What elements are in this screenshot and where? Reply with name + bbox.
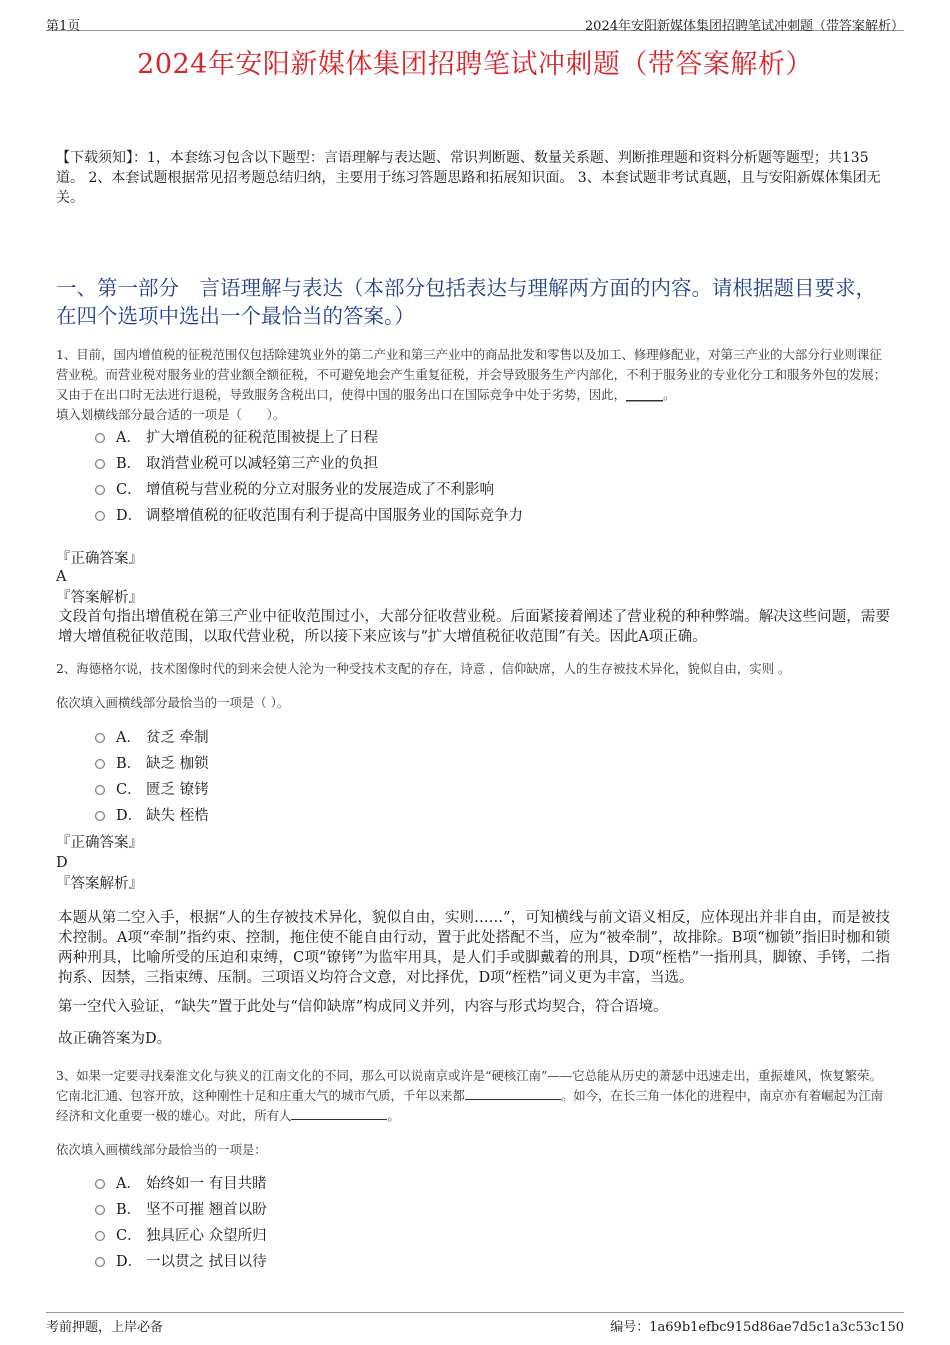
question-3-text: 3、如果一定要寻找秦淮文化与狭义的江南文化的不同，那么可以说南京或许是“硬核江南”——它总能从历史的萧瑟中迅速走出，重振雄风，恢复繁荣。它南北汇通、包容开放，这种刚性十足和庄重大气的城市气质，千年以来都 。如今，在长三角一体化的进程中，南京亦有着崛起为江南经济和文化重要一极的雄心。对此，所有人 。 [56, 1068, 884, 1123]
q3-option-d[interactable]: D． 一以贯之 拭目以待 [95, 1249, 267, 1275]
radio-icon[interactable] [95, 1257, 105, 1267]
radio-icon[interactable] [95, 485, 105, 495]
q1-correct-answer-label: 『正确答案』 [56, 551, 143, 567]
q1-option-a[interactable]: A． 扩大增值税的征税范围被提上了日程 [95, 425, 523, 451]
question-1-options [95, 425, 523, 529]
q2-correct-answer-label: 『正确答案』 [56, 835, 143, 851]
question-3-options [95, 1171, 267, 1275]
q2-analysis-label: 『答案解析』 [56, 876, 143, 892]
question-2-options [95, 725, 209, 829]
header-doc-title: 2024年安阳新媒体集团招聘笔试冲刺题（带答案解析） [584, 19, 904, 34]
radio-icon[interactable] [95, 511, 105, 521]
radio-icon[interactable] [95, 811, 105, 821]
radio-icon[interactable] [95, 433, 105, 443]
radio-icon[interactable] [95, 733, 105, 743]
q1-analysis-label: 『答案解析』 [56, 590, 143, 606]
radio-icon[interactable] [95, 1231, 105, 1241]
q1-correct-answer: A [56, 569, 67, 585]
question-1-text: 1、目前，国内增值税的征税范围仅包括除建筑业外的第二产业和第三产业中的商品批发和零售以及加工、修理修配业，对第三产业的大部分行业则课征营业税。而营业税对服务业的营业额全额征税，不可避免地会产生重复征税，并会导致服务生产内部化，不利于服务业的专业化分工和服务外包的发展；又由于在出口时无法进行退税，导致服务含税出口，使得中国的服务出口在国际竞争中处于劣势，因此，______。 填入划横线部分最合适的一项是（ ）。 [56, 347, 887, 422]
q1-option-b[interactable]: B． 取消营业税可以减轻第三产业的负担 [95, 451, 523, 477]
radio-icon[interactable] [95, 1205, 105, 1215]
q1-analysis: 文段首句指出增值税在第三产业中征收范围过小，大部分征收营业税。后面紧接着阐述了营业税的种种弊端。解决这些问题，需要增大增值税征收范围，以取代营业税，所以接下来应该与“扩大增值税征收范围”有关。因此A项正确。 [58, 609, 890, 645]
q2-option-d[interactable]: D． 缺失 桎梏 [95, 803, 209, 829]
q2-option-b[interactable]: B． 缺乏 枷锁 [95, 751, 209, 777]
q2-correct-answer: D [56, 855, 68, 871]
radio-icon[interactable] [95, 759, 105, 769]
radio-icon[interactable] [95, 1179, 105, 1189]
question-3-stem: 依次填入画横线部分最恰当的一项是： [56, 1142, 267, 1157]
question-2-stem: 依次填入画横线部分最恰当的一项是（ ）。 [56, 695, 290, 710]
page-number: 第1页 [46, 19, 81, 34]
radio-icon[interactable] [95, 459, 105, 469]
footer-serial-number: 编号：1a69b1efbc915d86ae7d5c1a3c53c150 [610, 1320, 904, 1335]
q3-option-b[interactable]: B． 坚不可摧 翘首以盼 [95, 1197, 267, 1223]
q3-option-a[interactable]: A． 始终如一 有目共睹 [95, 1171, 267, 1197]
q2-analysis-3: 故正确答案为D。 [58, 1031, 172, 1047]
q3-blank-2 [291, 1107, 387, 1120]
page-header [46, 10, 904, 34]
q2-option-c[interactable]: C． 匮乏 镣铐 [95, 777, 209, 803]
question-2-text: 2、海德格尔说，技术图像时代的到来会使人沦为一种受技术支配的存在，诗意 ，信仰缺席，人的生存被技术异化，貌似自由，实则 。 [56, 661, 791, 676]
document-title: 2024年安阳新媒体集团招聘笔试冲刺题（带答案解析） [137, 49, 813, 80]
q2-option-a[interactable]: A． 贫乏 牵制 [95, 725, 209, 751]
section-title: 一、第一部分 言语理解与表达（本部分包括表达与理解两方面的内容。请根据题目要求，在四个选项中选出一个最恰当的答案。） [56, 276, 876, 328]
q2-analysis-2: 第一空代入验证，“缺失”置于此处与“信仰缺席”构成同义并列，内容与形式均契合，符合语境。 [58, 999, 668, 1015]
q1-option-c[interactable]: C． 增值税与营业税的分立对服务业的发展造成了不利影响 [95, 477, 523, 503]
download-notice: 【下载须知】：1，本套练习包含以下题型：言语理解与表达题、常识判断题、数量关系题、判断推理题和资料分析题等题型；共135道。 2、本套试题根据常见招考题总结归纳，主要用于练习答题思路和拓展知识面。 3、本套试题非考试真题，且与安阳新媒体集团无关。 [56, 150, 881, 206]
radio-icon[interactable] [95, 785, 105, 795]
question-1-stem: 填入划横线部分最合适的一项是（ ）。 [56, 407, 286, 422]
q1-option-d[interactable]: D． 调整增值税的征收范围有利于提高中国服务业的国际竞争力 [95, 503, 523, 529]
q3-option-c[interactable]: C． 独具匠心 众望所归 [95, 1223, 267, 1249]
q1-blank: ______ [625, 387, 664, 402]
q2-analysis-1: 本题从第二空入手，根据“人的生存被技术异化，貌似自由，实则……”，可知横线与前文语义相反，应体现出并非自由，而是被技术控制。A项“牵制”指约束、控制，拖住使不能自由行动，置于此处搭配不当，应为“被牵制”，故排除。B项“枷锁”指旧时枷和锁两种刑具，比喻所受的压迫和束缚，C项“镣铐”为监牢用具，是人们手或脚戴着的刑具，D项“桎梏”一指刑具，脚镣、手铐，二指拘系、因禁，三指束缚、压制。三项语义均符合文意，对比择优，D项“桎梏”词义更为丰富，当选。 [58, 910, 890, 986]
page-footer [46, 1312, 904, 1335]
footer-slogan: 考前押题，上岸必备 [46, 1320, 164, 1335]
q3-blank-1 [465, 1087, 561, 1100]
